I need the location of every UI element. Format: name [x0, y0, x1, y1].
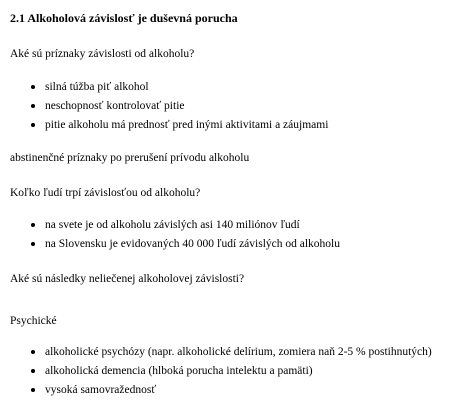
bullet-icon — [31, 223, 35, 227]
symptom-text: neschopnosť kontrolovať pitie — [45, 100, 185, 112]
bullet-icon — [31, 123, 35, 127]
bullet-icon — [31, 85, 35, 89]
list-item — [31, 346, 432, 358]
bullet-icon — [31, 388, 35, 392]
list-item — [31, 81, 149, 93]
list-item — [31, 384, 156, 396]
psychic-text: vysoká samovražednosť — [45, 384, 157, 396]
bullet-icon — [31, 242, 35, 246]
count-text: na svete je od alkoholu závislých asi 140 miliónov ľudí — [45, 219, 300, 231]
list-item — [31, 100, 185, 112]
question-consequences: Aké sú následky neliečenej alkoholovej závislosti? — [10, 273, 245, 285]
symptom-text: silná túžba piť alkohol — [45, 81, 149, 93]
bullet-icon — [31, 369, 35, 373]
list-item — [31, 238, 340, 250]
list-item — [31, 365, 313, 377]
psychic-label: Psychické — [10, 315, 57, 327]
count-text: na Slovensku je evidovaných 40 000 ľudí závislých od alkoholu — [45, 238, 340, 250]
psychic-text: alkoholické psychózy (napr. alkoholické delírium, zomiera naň 2-5 % postihnutých) — [45, 346, 432, 358]
withdrawal-text: abstinenčné príznaky po prerušení prívodu alkoholu — [10, 152, 250, 164]
list-item — [31, 119, 328, 131]
question-count: Koľko ľudí trpí závislosťou od alkoholu? — [10, 187, 201, 199]
bullet-icon — [31, 350, 35, 354]
symptom-text: pitie alkoholu má prednosť pred inými aktivitami a záujmami — [45, 119, 329, 131]
list-item — [31, 219, 300, 231]
psychic-text: alkoholická demencia (hlboká porucha intelektu a pamäti) — [45, 365, 313, 377]
question-symptoms: Aké sú príznaky závislosti od alkoholu? — [10, 48, 195, 60]
section-heading: 2.1 Alkoholová závislosť je duševná porucha — [10, 11, 238, 25]
bullet-icon — [31, 104, 35, 108]
